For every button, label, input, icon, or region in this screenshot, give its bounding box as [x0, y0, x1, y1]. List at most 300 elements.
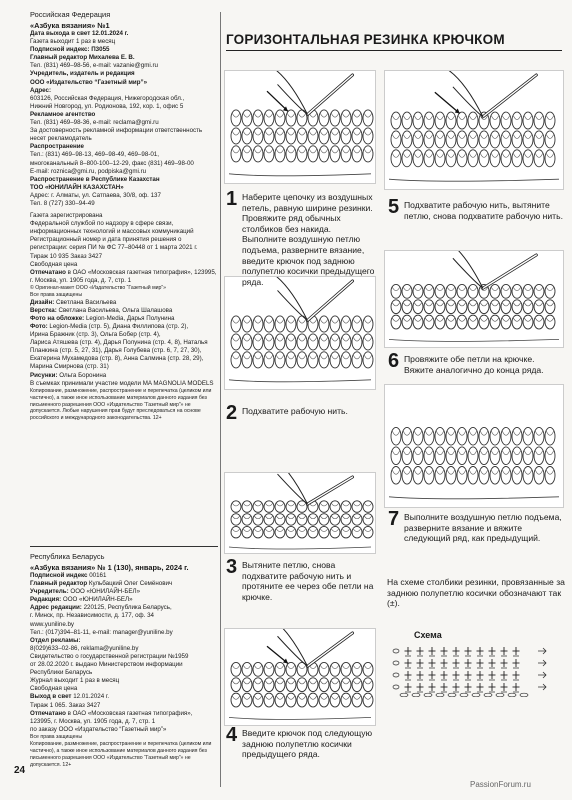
stitch-line	[414, 287, 422, 291]
stitch-line	[546, 115, 554, 120]
stitch-loop	[512, 112, 522, 129]
stitch-line	[425, 450, 433, 455]
stitch-loop	[319, 526, 329, 538]
stitch-loop	[391, 315, 401, 329]
stitch-loop	[501, 466, 511, 484]
imprint-line: Свободная цена	[30, 260, 78, 268]
stitch-loop	[435, 447, 445, 465]
stitch-line	[524, 469, 532, 474]
stitch-loop	[523, 447, 533, 465]
fabric-edge	[229, 380, 371, 382]
stitch-line	[524, 317, 532, 321]
stitch-line	[535, 287, 543, 291]
stitch-line	[287, 355, 295, 359]
stitch-loop	[479, 315, 489, 329]
stitch-loop	[352, 146, 362, 162]
stitch-line	[524, 115, 532, 120]
stitch-line	[276, 528, 284, 531]
stitch-line	[353, 319, 361, 323]
stitch-loop	[424, 447, 434, 465]
stitch-loop	[457, 466, 467, 484]
stitch-line	[414, 430, 422, 435]
stitch-line	[414, 469, 422, 474]
step-7	[388, 508, 564, 544]
foundation-chain	[496, 693, 504, 697]
stitch-line	[364, 516, 372, 519]
stitch-line	[364, 337, 372, 341]
imprint-line: 123995, г. Москва, ул. 1905 года, д. 7, стр. 1	[30, 717, 156, 725]
stitch-loop	[512, 131, 522, 148]
imprint-line: Регистрационный номер и дата принятия решения о регистрации: серия ПИ № ФС 77–80448 от 1 марта 2021 г.	[30, 236, 198, 252]
stitch-loop	[468, 300, 478, 314]
imprint-line: Республики Беларусь	[30, 669, 93, 677]
stitch-line	[447, 430, 455, 435]
stitch-line	[392, 302, 400, 306]
stitch-loop	[534, 315, 544, 329]
stitch-loop	[391, 447, 401, 465]
stitch-line	[480, 430, 488, 435]
stitch-loop	[330, 678, 340, 692]
stitch-line	[298, 319, 306, 323]
step-6-number: 6	[388, 350, 400, 372]
stitch-loop	[275, 316, 285, 332]
stitch-line	[414, 317, 422, 321]
stitch-line	[331, 516, 339, 519]
imprint-line: Адрес:	[30, 86, 52, 94]
stitch-loop	[330, 514, 340, 526]
stitch-loop	[242, 514, 252, 526]
article-title: ГОРИЗОНТАЛЬНАЯ РЕЗИНКА КРЮЧКОМ	[226, 32, 505, 47]
stitch-line	[491, 469, 499, 474]
stitch-loop	[413, 315, 423, 329]
stitch-line	[425, 287, 433, 291]
stitch-line	[276, 149, 284, 153]
stitch-loop	[402, 131, 412, 148]
stitch-line	[331, 355, 339, 359]
stitch-loop	[363, 110, 373, 126]
stitch-loop	[523, 427, 533, 445]
stitch-line	[458, 115, 466, 120]
stitch-loop	[501, 150, 511, 167]
step-5-illustration	[384, 70, 564, 190]
imprint-line: Адрес редакции: 220125, Республика Беларусь,	[30, 604, 172, 612]
stitch-loop	[523, 112, 533, 129]
imprint-line: Тел. (831) 469–98-36, e-mail: reclama@gmi.ru	[30, 119, 159, 127]
stitch-loop	[468, 315, 478, 329]
stitch-line	[447, 115, 455, 120]
stitch-loop	[319, 352, 329, 368]
stitch-loop	[330, 316, 340, 332]
stitch-loop	[413, 427, 423, 445]
imprint-line: Дата выхода в свет 12.01.2024 г.	[30, 30, 129, 37]
stitch-line	[265, 355, 273, 359]
chain-symbol	[393, 661, 399, 665]
row-direction-arrow	[538, 672, 546, 678]
stitch-loop	[413, 447, 423, 465]
stitch-line	[524, 450, 532, 455]
stitch-loop	[402, 447, 412, 465]
stitch-loop	[363, 678, 373, 692]
stitch-line	[480, 450, 488, 455]
stitch-line	[535, 450, 543, 455]
stitch-line	[342, 680, 350, 684]
stitch-line	[491, 134, 499, 139]
stitch-loop	[286, 501, 296, 513]
stitch-loop	[275, 352, 285, 368]
stitch-loop	[319, 514, 329, 526]
stitch-line	[243, 695, 251, 699]
step-3-text: Вытяните петлю, снова подхватите рабочую нить и протяните ее через обе петли на крючке.	[242, 560, 374, 602]
stitch-line	[469, 153, 477, 158]
imprint-line: по заказу ООО «Издательство “Газетный мир”»	[30, 725, 167, 733]
stitch-loop	[512, 284, 522, 298]
stitch-line	[342, 528, 350, 531]
stitch-loop	[413, 150, 423, 167]
imprint-line: Все права защищены	[30, 291, 83, 298]
step-4-text: Введите крючок под следующую заднюю полупетлю косички предыдущего ряда.	[242, 728, 373, 760]
stitch-line	[546, 287, 554, 291]
imprint-line: Планкина (стр. 5, 27, 31), Дарья Голубева (стр. 6, 7, 27, 30),	[30, 347, 202, 355]
stitch-line	[254, 337, 262, 341]
stitch-loop	[308, 678, 318, 692]
stitch-line	[491, 153, 499, 158]
schema-title: Схема	[414, 630, 442, 640]
stitch-line	[364, 695, 372, 699]
stitch-loop	[352, 526, 362, 538]
stitch-loop	[308, 334, 318, 350]
imprint-line: Главный редактор Кульбацкий Олег Семёнович	[30, 580, 173, 588]
stitch-line	[364, 680, 372, 684]
stitch-loop	[534, 112, 544, 129]
stitch-line	[298, 337, 306, 341]
imprint-line: Отпечатано в ОАО «Московская газетная типография», 123995, г. Москва, ул. 1905 года, д. 7, стр. 1	[30, 268, 217, 284]
imprint-line: Распространение в Республике Казахстан	[30, 175, 160, 183]
stitch-loop	[363, 514, 373, 526]
stitch-line	[287, 131, 295, 135]
stitch-loop	[402, 112, 412, 129]
stitch-line	[524, 302, 532, 306]
imprint-line: Тираж 1 065. Заказ 3427	[30, 701, 101, 709]
schema-note: На схеме столбики резинки, провязанные за заднюю полупетлю косички обозначают так (±).	[387, 577, 565, 609]
stitch-loop	[286, 110, 296, 126]
stitch-line	[232, 680, 240, 684]
stitch-line	[254, 149, 262, 153]
stitch-loop	[352, 334, 362, 350]
stitch-loop	[545, 112, 555, 129]
stitch-line	[392, 430, 400, 435]
stitch-loop	[242, 501, 252, 513]
stitch-loop	[242, 334, 252, 350]
stitch-line	[342, 355, 350, 359]
stitch-line	[425, 153, 433, 158]
stitch-loop	[275, 678, 285, 692]
stitch-line	[546, 430, 554, 435]
stitch-line	[331, 113, 339, 117]
stitch-loop	[242, 146, 252, 162]
stitch-loop	[446, 447, 456, 465]
stitch-line	[535, 134, 543, 139]
stitch-loop	[424, 315, 434, 329]
stitch-line	[243, 503, 251, 506]
stitch-line	[480, 317, 488, 321]
step-4	[226, 724, 376, 760]
imprint-line: ООО «Издательство “Газетный мир”»	[30, 78, 148, 86]
stitch-line	[265, 680, 273, 684]
stitch-line	[265, 113, 273, 117]
stitch-line	[414, 450, 422, 455]
stitch-line	[298, 131, 306, 135]
stitch-loop	[468, 284, 478, 298]
stitch-line	[320, 131, 328, 135]
stitch-loop	[253, 693, 263, 707]
stitch-loop	[308, 146, 318, 162]
stitch-loop	[231, 662, 241, 676]
stitch-loop	[534, 447, 544, 465]
stitch-line	[364, 665, 372, 669]
stitch-loop	[264, 662, 274, 676]
stitch-loop	[297, 352, 307, 368]
stitch-loop	[242, 316, 252, 332]
stitch-loop	[341, 146, 351, 162]
stitch-loop	[512, 447, 522, 465]
stitch-loop	[424, 466, 434, 484]
imprint-line: В съемках принимали участие модели MA MAGNOLIA MODELS	[30, 379, 214, 387]
stitch-loop	[352, 678, 362, 692]
stitch-line	[320, 355, 328, 359]
stitch-line	[342, 149, 350, 153]
stitch-line	[320, 113, 328, 117]
stitch-line	[414, 153, 422, 158]
imprint-line: Газета выходит 1 раз в месяц	[30, 38, 116, 46]
stitch-loop	[231, 316, 241, 332]
stitch-loop	[253, 514, 263, 526]
imprint-divider	[30, 546, 218, 547]
stitch-line	[513, 430, 521, 435]
stitch-line	[491, 450, 499, 455]
stitch-line	[403, 469, 411, 474]
stitch-loop	[424, 284, 434, 298]
stitch-line	[524, 287, 532, 291]
step-1-illustration	[224, 70, 376, 184]
step-6	[388, 350, 564, 375]
stitch-line	[276, 516, 284, 519]
stitch-loop	[479, 300, 489, 314]
stitch-line	[331, 337, 339, 341]
stitch-loop	[402, 466, 412, 484]
stitch-line	[320, 695, 328, 699]
stitch-loop	[297, 334, 307, 350]
page-number: 24	[14, 765, 26, 776]
imprint-line: Отпечатано в ОАО «Московская газетная типография»,	[30, 709, 193, 717]
stitch-line	[298, 528, 306, 531]
stitch-loop	[435, 112, 445, 129]
stitch-line	[447, 317, 455, 321]
step-5	[388, 196, 564, 221]
stitch-loop	[435, 150, 445, 167]
stitch-line	[436, 430, 444, 435]
stitch-loop	[286, 678, 296, 692]
stitch-line	[392, 134, 400, 139]
stitch-line	[232, 665, 240, 669]
stitch-loop	[264, 110, 274, 126]
stitch-loop	[231, 514, 241, 526]
stitch-line	[403, 287, 411, 291]
row-direction-arrow	[538, 684, 546, 690]
stitch-loop	[523, 150, 533, 167]
stitch-line	[309, 695, 317, 699]
title-underline	[226, 50, 562, 51]
stitch-line	[243, 355, 251, 359]
imprint-line: Тел. 8 (727) 330–94-49	[30, 199, 95, 207]
stitch-line	[524, 153, 532, 158]
stitch-loop	[446, 112, 456, 129]
imprint-line: Копирование, размножение, распространение и перепечатка (целиком или частично), а также иное использование материалов данного издания без письменного разрешения ООО «Издательство “Газетный мир”» не допускается. 12+	[30, 740, 212, 768]
stitch-loop	[413, 284, 423, 298]
stitch-line	[276, 319, 284, 323]
stitch-line	[342, 695, 350, 699]
stitch-loop	[501, 315, 511, 329]
stitch-loop	[545, 427, 555, 445]
imprint-line: Учредитель: ООО «ЮНИЛАЙН-БЕЛ»	[30, 588, 141, 596]
stitch-loop	[446, 315, 456, 329]
imprint-line: Ирина Бражник (стр. 3), Ольга Бобер (стр. 4),	[30, 331, 161, 339]
stitch-loop	[308, 514, 318, 526]
stitch-line	[502, 153, 510, 158]
stitch-line	[458, 430, 466, 435]
stitch-line	[513, 469, 521, 474]
stitch-loop	[479, 427, 489, 445]
stitch-loop	[490, 131, 500, 148]
imprint-line: E-mail: rozniса@gmi.ru, podpiska@gmi.ru	[30, 167, 147, 175]
imprint-line: Екатерина Мухамедова (стр. 8), Анна Салмина (стр. 28, 29),	[30, 355, 204, 363]
stitch-line	[458, 153, 466, 158]
stitch-line	[232, 337, 240, 341]
stitch-loop	[490, 447, 500, 465]
stitch-line	[447, 287, 455, 291]
stitch-loop	[534, 150, 544, 167]
stitch-line	[353, 528, 361, 531]
stitch-line	[265, 503, 273, 506]
stitch-line	[298, 695, 306, 699]
imprint-line: Все права защищены	[30, 733, 83, 740]
stitch-line	[425, 430, 433, 435]
stitch-loop	[512, 315, 522, 329]
stitch-loop	[242, 128, 252, 144]
stitch-line	[392, 115, 400, 120]
stitch-loop	[545, 150, 555, 167]
stitch-line	[254, 113, 262, 117]
stitch-loop	[319, 146, 329, 162]
stitch-line	[243, 149, 251, 153]
step-4-illustration	[224, 628, 376, 726]
stitch-line	[232, 355, 240, 359]
stitch-line	[287, 528, 295, 531]
stitch-line	[243, 528, 251, 531]
stitch-loop	[242, 693, 252, 707]
imprint-line: Верстка: Светлана Васильева, Ольга Шалашова	[30, 306, 173, 314]
stitch-line	[276, 695, 284, 699]
stitch-line	[243, 113, 251, 117]
stitch-line	[535, 430, 543, 435]
stitch-loop	[468, 466, 478, 484]
stitch-loop	[352, 110, 362, 126]
stitch-loop	[341, 316, 351, 332]
stitch-loop	[297, 514, 307, 526]
stitch-loop	[545, 315, 555, 329]
stitch-line	[524, 430, 532, 435]
stitch-loop	[363, 352, 373, 368]
stitch-line	[403, 302, 411, 306]
stitch-line	[265, 665, 273, 669]
stitch-loop	[297, 146, 307, 162]
stitch-line	[254, 695, 262, 699]
step-3	[226, 556, 376, 602]
stitch-line	[342, 516, 350, 519]
imprint-line: от 28.02.2020 г. выдано Министерством информации	[30, 661, 183, 669]
crochet-hook-highlight	[483, 75, 536, 117]
stitch-line	[546, 302, 554, 306]
foundation-chain	[448, 693, 456, 697]
stitch-loop	[341, 678, 351, 692]
stitch-loop	[308, 693, 318, 707]
stitch-line	[342, 665, 350, 669]
working-yarn	[268, 71, 308, 114]
fabric-edge	[389, 339, 559, 341]
stitch-line	[232, 113, 240, 117]
stitch-line	[458, 302, 466, 306]
imprint-line: Дизайн: Светлана Васильева	[30, 298, 117, 306]
stitch-loop	[352, 128, 362, 144]
stitch-line	[254, 516, 262, 519]
stitch-loop	[264, 514, 274, 526]
stitch-line	[513, 153, 521, 158]
stitch-loop	[501, 284, 511, 298]
stitch-line	[320, 665, 328, 669]
stitch-line	[364, 149, 372, 153]
foundation-chain	[472, 693, 480, 697]
imprint-line: Нижний Новгород, ул. Родионова, 192, кор. 1, офис 5	[30, 102, 184, 110]
stitch-line	[502, 430, 510, 435]
stitch-loop	[424, 427, 434, 445]
stitch-loop	[264, 693, 274, 707]
stitch-line	[276, 503, 284, 506]
stitch-loop	[457, 131, 467, 148]
stitch-loop	[413, 300, 423, 314]
stitch-line	[414, 302, 422, 306]
stitch-loop	[253, 316, 263, 332]
imprint-line: За достоверность рекламной информации ответственность несет рекламодатель	[30, 127, 203, 143]
stitch-line	[298, 516, 306, 519]
stitch-loop	[253, 128, 263, 144]
stitch-loop	[319, 128, 329, 144]
stitch-loop	[512, 150, 522, 167]
imprint-line: Отдел рекламы:	[30, 636, 81, 644]
stitch-line	[502, 115, 510, 120]
stitch-loop	[352, 352, 362, 368]
stitch-loop	[341, 110, 351, 126]
imprint-line: Рисунки: Ольга Боронина	[30, 371, 107, 379]
stitch-line	[524, 134, 532, 139]
imprint-ru-country: Российская Федерация	[30, 10, 111, 19]
stitch-loop	[319, 662, 329, 676]
stitch-loop	[242, 110, 252, 126]
stitch-line	[254, 355, 262, 359]
stitch-loop	[402, 315, 412, 329]
imprint-ru-magazine: «Азбука вязания» №1	[30, 20, 110, 30]
stitch-line	[276, 113, 284, 117]
stitch-line	[425, 302, 433, 306]
stitch-line	[513, 317, 521, 321]
